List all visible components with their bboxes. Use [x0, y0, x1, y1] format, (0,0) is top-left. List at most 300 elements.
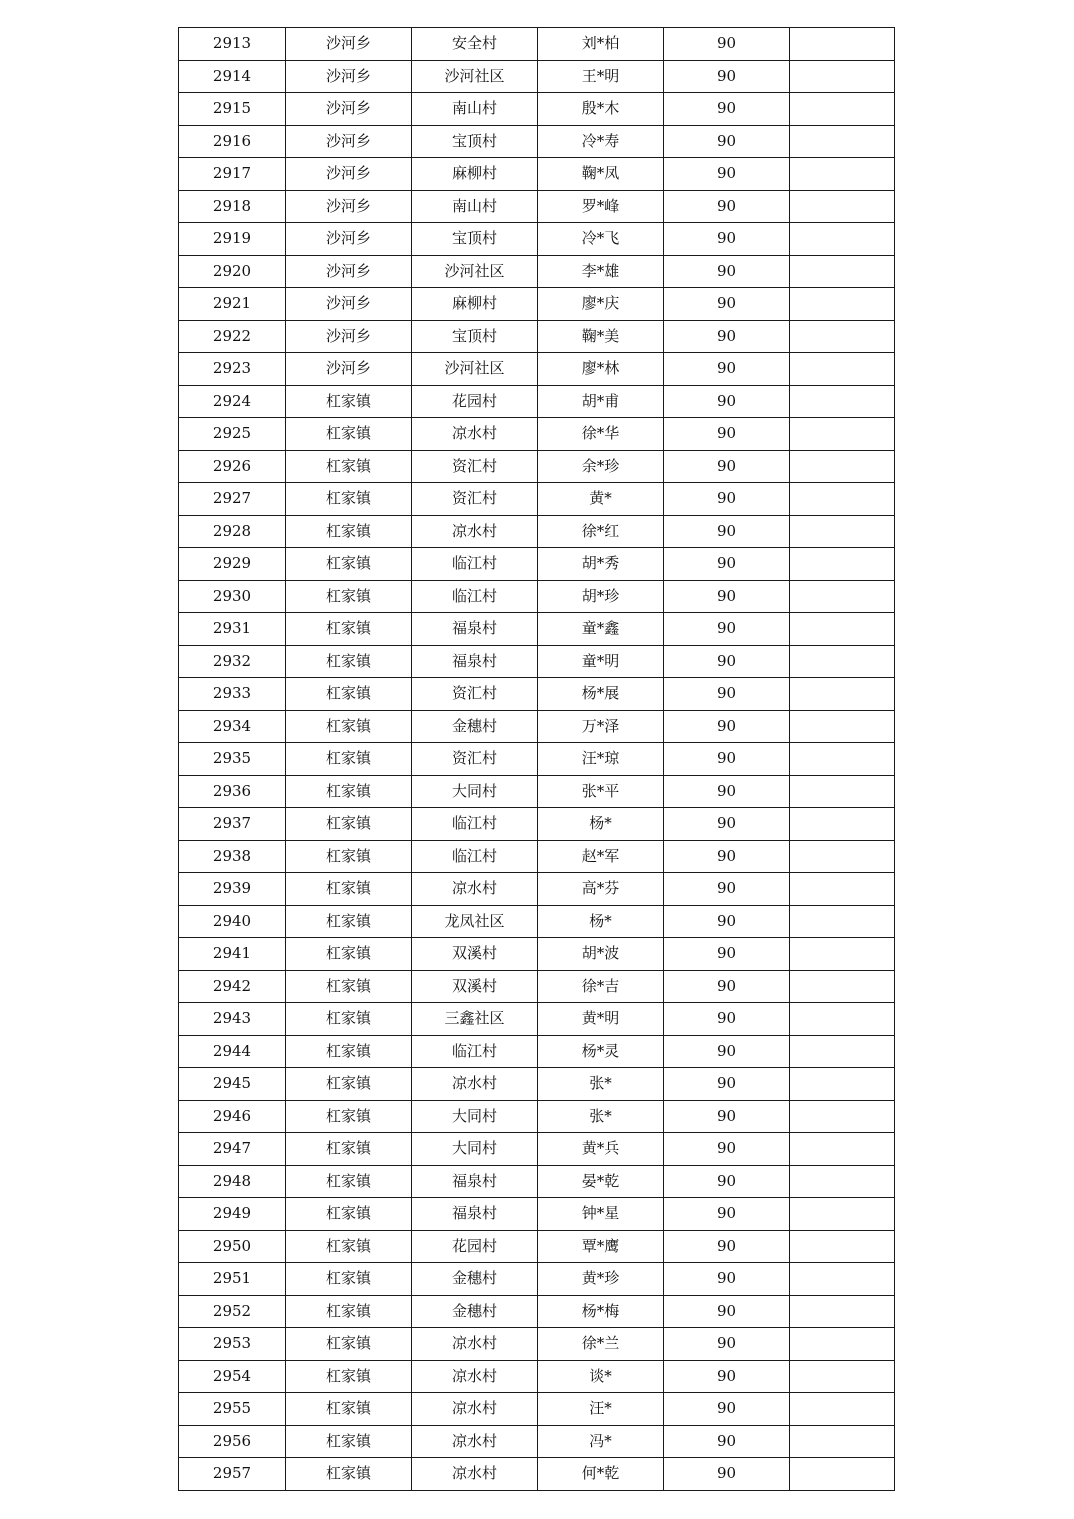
- name-cell: 廖*庆: [538, 288, 664, 321]
- table-row: [179, 515, 895, 548]
- serial-number-cell: 2926: [179, 450, 286, 483]
- village-cell: 福泉村: [412, 1165, 538, 1198]
- township-cell: 杠家镇: [286, 1393, 412, 1426]
- township-cell: 杠家镇: [286, 710, 412, 743]
- village-cell: 金穗村: [412, 1263, 538, 1296]
- township-cell: 杠家镇: [286, 1425, 412, 1458]
- note-cell: [790, 548, 895, 581]
- township-cell: 杠家镇: [286, 1263, 412, 1296]
- serial-number-cell: 2924: [179, 385, 286, 418]
- note-cell: [790, 970, 895, 1003]
- serial-number-cell: 2929: [179, 548, 286, 581]
- table-row: [179, 223, 895, 256]
- serial-number-cell: 2946: [179, 1100, 286, 1133]
- table-row: [179, 1198, 895, 1231]
- township-cell: 杠家镇: [286, 1133, 412, 1166]
- note-cell: [790, 905, 895, 938]
- village-cell: 资汇村: [412, 743, 538, 776]
- note-cell: [790, 1198, 895, 1231]
- serial-number-cell: 2945: [179, 1068, 286, 1101]
- serial-number-cell: 2951: [179, 1263, 286, 1296]
- amount-cell: 90: [664, 255, 790, 288]
- village-cell: 大同村: [412, 1133, 538, 1166]
- serial-number-cell: 2936: [179, 775, 286, 808]
- name-cell: 汪*: [538, 1393, 664, 1426]
- note-cell: [790, 353, 895, 386]
- township-cell: 杠家镇: [286, 1230, 412, 1263]
- table-row: [179, 580, 895, 613]
- table-row: [179, 938, 895, 971]
- name-cell: 张*: [538, 1068, 664, 1101]
- note-cell: [790, 1360, 895, 1393]
- township-cell: 沙河乡: [286, 93, 412, 126]
- note-cell: [790, 28, 895, 61]
- serial-number-cell: 2931: [179, 613, 286, 646]
- name-cell: 谈*: [538, 1360, 664, 1393]
- name-cell: 杨*梅: [538, 1295, 664, 1328]
- subsidy-roster-table: [178, 27, 895, 1491]
- note-cell: [790, 840, 895, 873]
- name-cell: 何*乾: [538, 1458, 664, 1491]
- name-cell: 胡*秀: [538, 548, 664, 581]
- amount-cell: 90: [664, 1133, 790, 1166]
- village-cell: 宝顶村: [412, 223, 538, 256]
- village-cell: 花园村: [412, 1230, 538, 1263]
- township-cell: 杠家镇: [286, 385, 412, 418]
- village-cell: 临江村: [412, 808, 538, 841]
- village-cell: 沙河社区: [412, 353, 538, 386]
- note-cell: [790, 483, 895, 516]
- name-cell: 徐*兰: [538, 1328, 664, 1361]
- township-cell: 杠家镇: [286, 873, 412, 906]
- serial-number-cell: 2925: [179, 418, 286, 451]
- table-row: [179, 1165, 895, 1198]
- township-cell: 沙河乡: [286, 288, 412, 321]
- table-row: [179, 418, 895, 451]
- name-cell: 胡*珍: [538, 580, 664, 613]
- village-cell: 临江村: [412, 840, 538, 873]
- amount-cell: 90: [664, 775, 790, 808]
- table-row: [179, 1393, 895, 1426]
- note-cell: [790, 678, 895, 711]
- name-cell: 杨*: [538, 808, 664, 841]
- note-cell: [790, 1100, 895, 1133]
- name-cell: 冷*飞: [538, 223, 664, 256]
- name-cell: 余*珍: [538, 450, 664, 483]
- amount-cell: 90: [664, 580, 790, 613]
- name-cell: 杨*展: [538, 678, 664, 711]
- serial-number-cell: 2956: [179, 1425, 286, 1458]
- amount-cell: 90: [664, 158, 790, 191]
- table-row: [179, 808, 895, 841]
- table-row: [179, 93, 895, 126]
- township-cell: 杠家镇: [286, 1458, 412, 1491]
- table-row: [179, 678, 895, 711]
- note-cell: [790, 873, 895, 906]
- township-cell: 杠家镇: [286, 418, 412, 451]
- note-cell: [790, 125, 895, 158]
- amount-cell: 90: [664, 125, 790, 158]
- note-cell: [790, 320, 895, 353]
- village-cell: 花园村: [412, 385, 538, 418]
- name-cell: 徐*吉: [538, 970, 664, 1003]
- village-cell: 临江村: [412, 548, 538, 581]
- amount-cell: 90: [664, 1263, 790, 1296]
- amount-cell: 90: [664, 1328, 790, 1361]
- serial-number-cell: 2948: [179, 1165, 286, 1198]
- name-cell: 殷*木: [538, 93, 664, 126]
- township-cell: 沙河乡: [286, 255, 412, 288]
- note-cell: [790, 613, 895, 646]
- amount-cell: 90: [664, 743, 790, 776]
- amount-cell: 90: [664, 320, 790, 353]
- township-cell: 杠家镇: [286, 450, 412, 483]
- note-cell: [790, 60, 895, 93]
- serial-number-cell: 2921: [179, 288, 286, 321]
- amount-cell: 90: [664, 483, 790, 516]
- village-cell: 凉水村: [412, 1458, 538, 1491]
- serial-number-cell: 2939: [179, 873, 286, 906]
- name-cell: 冷*寿: [538, 125, 664, 158]
- note-cell: [790, 580, 895, 613]
- village-cell: 凉水村: [412, 1328, 538, 1361]
- serial-number-cell: 2918: [179, 190, 286, 223]
- name-cell: 赵*军: [538, 840, 664, 873]
- note-cell: [790, 450, 895, 483]
- name-cell: 童*鑫: [538, 613, 664, 646]
- name-cell: 覃*鹰: [538, 1230, 664, 1263]
- amount-cell: 90: [664, 288, 790, 321]
- serial-number-cell: 2928: [179, 515, 286, 548]
- note-cell: [790, 385, 895, 418]
- name-cell: 黄*兵: [538, 1133, 664, 1166]
- village-cell: 宝顶村: [412, 125, 538, 158]
- amount-cell: 90: [664, 1360, 790, 1393]
- township-cell: 杠家镇: [286, 1035, 412, 1068]
- table-row: [179, 1263, 895, 1296]
- name-cell: 刘*柏: [538, 28, 664, 61]
- note-cell: [790, 645, 895, 678]
- table-row: [179, 125, 895, 158]
- village-cell: 双溪村: [412, 938, 538, 971]
- serial-number-cell: 2947: [179, 1133, 286, 1166]
- table-row: [179, 288, 895, 321]
- note-cell: [790, 1393, 895, 1426]
- table-row: [179, 1425, 895, 1458]
- township-cell: 沙河乡: [286, 158, 412, 191]
- serial-number-cell: 2940: [179, 905, 286, 938]
- amount-cell: 90: [664, 905, 790, 938]
- village-cell: 大同村: [412, 1100, 538, 1133]
- name-cell: 钟*星: [538, 1198, 664, 1231]
- table-row: [179, 353, 895, 386]
- village-cell: 安全村: [412, 28, 538, 61]
- note-cell: [790, 1003, 895, 1036]
- serial-number-cell: 2920: [179, 255, 286, 288]
- village-cell: 麻柳村: [412, 288, 538, 321]
- note-cell: [790, 223, 895, 256]
- township-cell: 杠家镇: [286, 645, 412, 678]
- note-cell: [790, 1263, 895, 1296]
- serial-number-cell: 2913: [179, 28, 286, 61]
- table-row: [179, 450, 895, 483]
- table-row: [179, 385, 895, 418]
- serial-number-cell: 2949: [179, 1198, 286, 1231]
- note-cell: [790, 288, 895, 321]
- serial-number-cell: 2933: [179, 678, 286, 711]
- township-cell: 杠家镇: [286, 548, 412, 581]
- name-cell: 黄*珍: [538, 1263, 664, 1296]
- village-cell: 凉水村: [412, 1360, 538, 1393]
- township-cell: 沙河乡: [286, 60, 412, 93]
- name-cell: 高*芬: [538, 873, 664, 906]
- table-row: [179, 873, 895, 906]
- table-row: [179, 1230, 895, 1263]
- township-cell: 沙河乡: [286, 190, 412, 223]
- serial-number-cell: 2941: [179, 938, 286, 971]
- amount-cell: 90: [664, 548, 790, 581]
- township-cell: 杠家镇: [286, 1295, 412, 1328]
- township-cell: 杠家镇: [286, 905, 412, 938]
- amount-cell: 90: [664, 1068, 790, 1101]
- name-cell: 鞠*美: [538, 320, 664, 353]
- amount-cell: 90: [664, 1230, 790, 1263]
- table-row: [179, 548, 895, 581]
- township-cell: 沙河乡: [286, 320, 412, 353]
- village-cell: 凉水村: [412, 1393, 538, 1426]
- name-cell: 徐*华: [538, 418, 664, 451]
- note-cell: [790, 515, 895, 548]
- amount-cell: 90: [664, 1295, 790, 1328]
- serial-number-cell: 2955: [179, 1393, 286, 1426]
- township-cell: 杠家镇: [286, 743, 412, 776]
- village-cell: 福泉村: [412, 1198, 538, 1231]
- township-cell: 杠家镇: [286, 1198, 412, 1231]
- table-row: [179, 1295, 895, 1328]
- note-cell: [790, 1328, 895, 1361]
- serial-number-cell: 2944: [179, 1035, 286, 1068]
- serial-number-cell: 2919: [179, 223, 286, 256]
- note-cell: [790, 1458, 895, 1491]
- amount-cell: 90: [664, 1458, 790, 1491]
- table-row: [179, 905, 895, 938]
- township-cell: 杠家镇: [286, 515, 412, 548]
- name-cell: 张*: [538, 1100, 664, 1133]
- amount-cell: 90: [664, 1100, 790, 1133]
- serial-number-cell: 2927: [179, 483, 286, 516]
- name-cell: 万*泽: [538, 710, 664, 743]
- table-row: [179, 1328, 895, 1361]
- table-row: [179, 1068, 895, 1101]
- serial-number-cell: 2916: [179, 125, 286, 158]
- village-cell: 福泉村: [412, 645, 538, 678]
- township-cell: 杠家镇: [286, 1165, 412, 1198]
- amount-cell: 90: [664, 450, 790, 483]
- amount-cell: 90: [664, 938, 790, 971]
- amount-cell: 90: [664, 873, 790, 906]
- note-cell: [790, 710, 895, 743]
- amount-cell: 90: [664, 353, 790, 386]
- name-cell: 晏*乾: [538, 1165, 664, 1198]
- serial-number-cell: 2953: [179, 1328, 286, 1361]
- village-cell: 临江村: [412, 1035, 538, 1068]
- note-cell: [790, 743, 895, 776]
- amount-cell: 90: [664, 840, 790, 873]
- note-cell: [790, 93, 895, 126]
- township-cell: 杠家镇: [286, 678, 412, 711]
- note-cell: [790, 1068, 895, 1101]
- village-cell: 凉水村: [412, 1425, 538, 1458]
- township-cell: 沙河乡: [286, 28, 412, 61]
- table-row: [179, 1035, 895, 1068]
- name-cell: 鞠*凤: [538, 158, 664, 191]
- name-cell: 徐*红: [538, 515, 664, 548]
- amount-cell: 90: [664, 1425, 790, 1458]
- amount-cell: 90: [664, 678, 790, 711]
- amount-cell: 90: [664, 223, 790, 256]
- serial-number-cell: 2922: [179, 320, 286, 353]
- name-cell: 胡*波: [538, 938, 664, 971]
- serial-number-cell: 2930: [179, 580, 286, 613]
- name-cell: 杨*: [538, 905, 664, 938]
- amount-cell: 90: [664, 93, 790, 126]
- serial-number-cell: 2934: [179, 710, 286, 743]
- village-cell: 金穗村: [412, 710, 538, 743]
- serial-number-cell: 2932: [179, 645, 286, 678]
- village-cell: 金穗村: [412, 1295, 538, 1328]
- village-cell: 资汇村: [412, 678, 538, 711]
- amount-cell: 90: [664, 1198, 790, 1231]
- amount-cell: 90: [664, 1393, 790, 1426]
- serial-number-cell: 2954: [179, 1360, 286, 1393]
- village-cell: 大同村: [412, 775, 538, 808]
- village-cell: 南山村: [412, 190, 538, 223]
- name-cell: 汪*琼: [538, 743, 664, 776]
- table-row: [179, 1360, 895, 1393]
- amount-cell: 90: [664, 970, 790, 1003]
- village-cell: 沙河社区: [412, 60, 538, 93]
- village-cell: 凉水村: [412, 1068, 538, 1101]
- table-row: [179, 1458, 895, 1491]
- table-row: [179, 28, 895, 61]
- table-row: [179, 613, 895, 646]
- township-cell: 杠家镇: [286, 1360, 412, 1393]
- serial-number-cell: 2950: [179, 1230, 286, 1263]
- township-cell: 杠家镇: [286, 840, 412, 873]
- table-row: [179, 743, 895, 776]
- table-row: [179, 1133, 895, 1166]
- name-cell: 罗*峰: [538, 190, 664, 223]
- village-cell: 资汇村: [412, 483, 538, 516]
- serial-number-cell: 2957: [179, 1458, 286, 1491]
- name-cell: 冯*: [538, 1425, 664, 1458]
- village-cell: 沙河社区: [412, 255, 538, 288]
- table-row: [179, 255, 895, 288]
- name-cell: 胡*甫: [538, 385, 664, 418]
- township-cell: 沙河乡: [286, 223, 412, 256]
- note-cell: [790, 1133, 895, 1166]
- note-cell: [790, 1425, 895, 1458]
- township-cell: 沙河乡: [286, 353, 412, 386]
- note-cell: [790, 1230, 895, 1263]
- amount-cell: 90: [664, 613, 790, 646]
- note-cell: [790, 255, 895, 288]
- note-cell: [790, 158, 895, 191]
- village-cell: 凉水村: [412, 873, 538, 906]
- serial-number-cell: 2914: [179, 60, 286, 93]
- amount-cell: 90: [664, 645, 790, 678]
- amount-cell: 90: [664, 60, 790, 93]
- village-cell: 南山村: [412, 93, 538, 126]
- amount-cell: 90: [664, 385, 790, 418]
- serial-number-cell: 2923: [179, 353, 286, 386]
- serial-number-cell: 2943: [179, 1003, 286, 1036]
- village-cell: 福泉村: [412, 613, 538, 646]
- serial-number-cell: 2938: [179, 840, 286, 873]
- amount-cell: 90: [664, 808, 790, 841]
- amount-cell: 90: [664, 1003, 790, 1036]
- note-cell: [790, 1295, 895, 1328]
- name-cell: 李*雄: [538, 255, 664, 288]
- name-cell: 黄*: [538, 483, 664, 516]
- note-cell: [790, 1035, 895, 1068]
- township-cell: 杠家镇: [286, 808, 412, 841]
- amount-cell: 90: [664, 1035, 790, 1068]
- name-cell: 杨*灵: [538, 1035, 664, 1068]
- table-row: [179, 190, 895, 223]
- village-cell: 资汇村: [412, 450, 538, 483]
- village-cell: 三鑫社区: [412, 1003, 538, 1036]
- village-cell: 凉水村: [412, 418, 538, 451]
- amount-cell: 90: [664, 28, 790, 61]
- amount-cell: 90: [664, 418, 790, 451]
- township-cell: 杠家镇: [286, 613, 412, 646]
- village-cell: 双溪村: [412, 970, 538, 1003]
- table-row: [179, 970, 895, 1003]
- roster-table-body: [179, 28, 895, 1491]
- township-cell: 杠家镇: [286, 1003, 412, 1036]
- note-cell: [790, 808, 895, 841]
- name-cell: 黄*明: [538, 1003, 664, 1036]
- village-cell: 麻柳村: [412, 158, 538, 191]
- township-cell: 杠家镇: [286, 580, 412, 613]
- table-row: [179, 158, 895, 191]
- serial-number-cell: 2935: [179, 743, 286, 776]
- serial-number-cell: 2937: [179, 808, 286, 841]
- township-cell: 杠家镇: [286, 483, 412, 516]
- township-cell: 杠家镇: [286, 1328, 412, 1361]
- village-cell: 龙凤社区: [412, 905, 538, 938]
- table-row: [179, 645, 895, 678]
- township-cell: 杠家镇: [286, 970, 412, 1003]
- serial-number-cell: 2952: [179, 1295, 286, 1328]
- serial-number-cell: 2915: [179, 93, 286, 126]
- serial-number-cell: 2917: [179, 158, 286, 191]
- township-cell: 杠家镇: [286, 1100, 412, 1133]
- amount-cell: 90: [664, 710, 790, 743]
- table-row: [179, 483, 895, 516]
- township-cell: 杠家镇: [286, 1068, 412, 1101]
- table-row: [179, 840, 895, 873]
- table-row: [179, 775, 895, 808]
- table-row: [179, 710, 895, 743]
- township-cell: 杠家镇: [286, 775, 412, 808]
- township-cell: 杠家镇: [286, 938, 412, 971]
- note-cell: [790, 775, 895, 808]
- name-cell: 童*明: [538, 645, 664, 678]
- township-cell: 沙河乡: [286, 125, 412, 158]
- amount-cell: 90: [664, 515, 790, 548]
